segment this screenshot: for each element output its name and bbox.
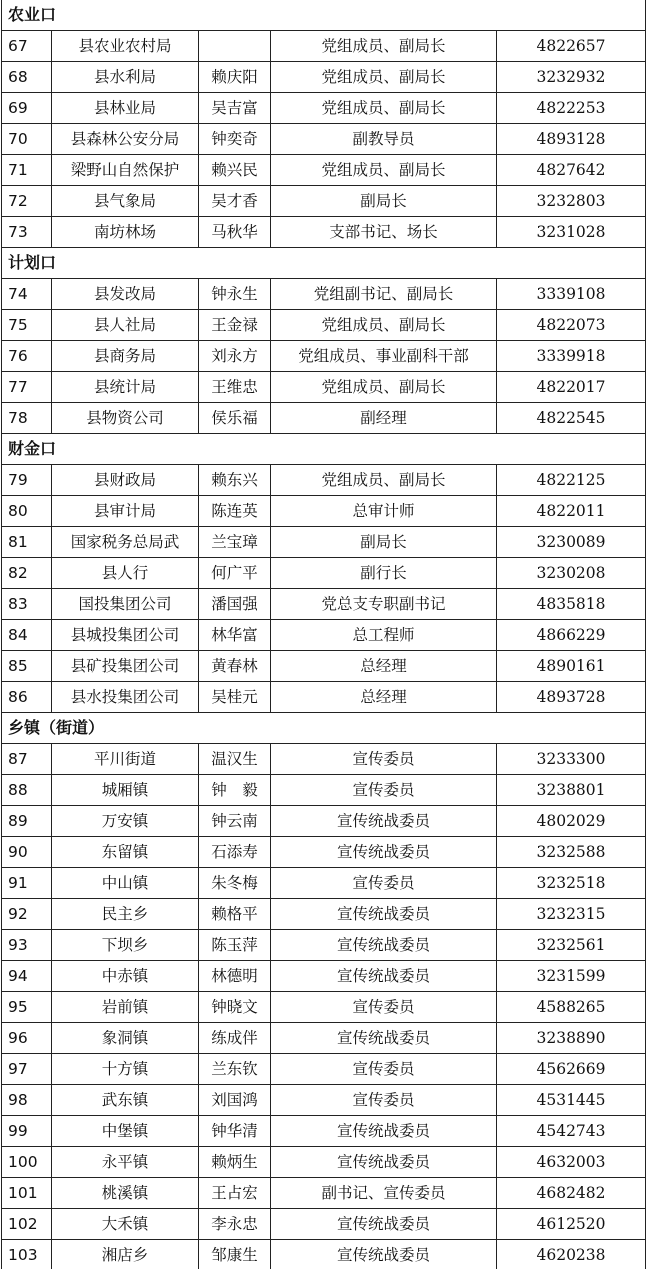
unit-cell: 县林业局 bbox=[52, 93, 199, 124]
table-row bbox=[2, 372, 646, 403]
section-title: 计划口 bbox=[2, 248, 646, 279]
person-name-cell: 林德明 bbox=[199, 961, 271, 992]
unit-cell: 万安镇 bbox=[52, 806, 199, 837]
row-number: 68 bbox=[2, 62, 52, 93]
row-number: 70 bbox=[2, 124, 52, 155]
table-row bbox=[2, 558, 646, 589]
position-cell: 宣传统战委员 bbox=[271, 806, 497, 837]
phone-cell: 3339918 bbox=[497, 341, 646, 372]
row-number: 74 bbox=[2, 279, 52, 310]
table-row bbox=[2, 744, 646, 775]
section-header-row bbox=[2, 713, 646, 744]
phone-cell: 3232561 bbox=[497, 930, 646, 961]
row-number: 78 bbox=[2, 403, 52, 434]
phone-cell: 3238801 bbox=[497, 775, 646, 806]
row-number: 85 bbox=[2, 651, 52, 682]
position-cell: 副局长 bbox=[271, 527, 497, 558]
table-row bbox=[2, 961, 646, 992]
table-body bbox=[2, 0, 646, 1269]
table-row bbox=[2, 868, 646, 899]
row-number: 72 bbox=[2, 186, 52, 217]
phone-cell: 3232588 bbox=[497, 837, 646, 868]
table-row bbox=[2, 341, 646, 372]
person-name-cell: 赖兴民 bbox=[199, 155, 271, 186]
person-name-cell: 兰东钦 bbox=[199, 1054, 271, 1085]
person-name-cell: 赖东兴 bbox=[199, 465, 271, 496]
row-number: 92 bbox=[2, 899, 52, 930]
table-row bbox=[2, 403, 646, 434]
position-cell: 总工程师 bbox=[271, 620, 497, 651]
position-cell: 宣传统战委员 bbox=[271, 1240, 497, 1269]
unit-cell: 县财政局 bbox=[52, 465, 199, 496]
row-number: 96 bbox=[2, 1023, 52, 1054]
phone-cell: 4542743 bbox=[497, 1116, 646, 1147]
unit-cell: 县城投集团公司 bbox=[52, 620, 199, 651]
row-number: 88 bbox=[2, 775, 52, 806]
person-name-cell: 邹康生 bbox=[199, 1240, 271, 1269]
position-cell: 党组成员、副局长 bbox=[271, 310, 497, 341]
unit-cell: 湘店乡 bbox=[52, 1240, 199, 1269]
phone-cell: 4822073 bbox=[497, 310, 646, 341]
unit-cell: 县水投集团公司 bbox=[52, 682, 199, 713]
table-row bbox=[2, 1023, 646, 1054]
table-row bbox=[2, 651, 646, 682]
table-row bbox=[2, 186, 646, 217]
position-cell: 宣传统战委员 bbox=[271, 1209, 497, 1240]
section-title: 乡镇（街道） bbox=[2, 713, 646, 744]
phone-cell: 3339108 bbox=[497, 279, 646, 310]
person-name-cell: 钟奕奇 bbox=[199, 124, 271, 155]
row-number: 94 bbox=[2, 961, 52, 992]
phone-cell: 3231028 bbox=[497, 217, 646, 248]
row-number: 76 bbox=[2, 341, 52, 372]
table-row bbox=[2, 527, 646, 558]
row-number: 87 bbox=[2, 744, 52, 775]
table-row bbox=[2, 310, 646, 341]
section-header-row bbox=[2, 434, 646, 465]
row-number: 79 bbox=[2, 465, 52, 496]
position-cell: 宣传委员 bbox=[271, 775, 497, 806]
person-name-cell: 王维忠 bbox=[199, 372, 271, 403]
position-cell: 宣传委员 bbox=[271, 1085, 497, 1116]
phone-cell: 4822017 bbox=[497, 372, 646, 403]
row-number: 84 bbox=[2, 620, 52, 651]
person-name-cell: 李永忠 bbox=[199, 1209, 271, 1240]
row-number: 95 bbox=[2, 992, 52, 1023]
position-cell: 宣传统战委员 bbox=[271, 1116, 497, 1147]
position-cell: 副局长 bbox=[271, 186, 497, 217]
section-title: 农业口 bbox=[2, 0, 646, 31]
table-row bbox=[2, 1147, 646, 1178]
unit-cell: 民主乡 bbox=[52, 899, 199, 930]
person-name-cell: 陈连英 bbox=[199, 496, 271, 527]
row-number: 91 bbox=[2, 868, 52, 899]
table-row bbox=[2, 496, 646, 527]
phone-cell: 4822125 bbox=[497, 465, 646, 496]
phone-cell: 3232803 bbox=[497, 186, 646, 217]
position-cell: 宣传统战委员 bbox=[271, 1147, 497, 1178]
table-row bbox=[2, 62, 646, 93]
phone-cell: 4562669 bbox=[497, 1054, 646, 1085]
unit-cell: 县物资公司 bbox=[52, 403, 199, 434]
unit-cell: 县气象局 bbox=[52, 186, 199, 217]
phone-cell: 4588265 bbox=[497, 992, 646, 1023]
phone-cell: 3232932 bbox=[497, 62, 646, 93]
unit-cell: 县水利局 bbox=[52, 62, 199, 93]
person-name-cell: 钟 毅 bbox=[199, 775, 271, 806]
phone-cell: 4632003 bbox=[497, 1147, 646, 1178]
table-row bbox=[2, 1116, 646, 1147]
person-name-cell: 兰宝璋 bbox=[199, 527, 271, 558]
person-name-cell: 钟晓文 bbox=[199, 992, 271, 1023]
row-number: 67 bbox=[2, 31, 52, 62]
position-cell: 宣传委员 bbox=[271, 744, 497, 775]
position-cell: 宣传统战委员 bbox=[271, 837, 497, 868]
unit-cell: 武东镇 bbox=[52, 1085, 199, 1116]
table-row bbox=[2, 992, 646, 1023]
table-row bbox=[2, 620, 646, 651]
table-row bbox=[2, 279, 646, 310]
person-name-cell: 潘国强 bbox=[199, 589, 271, 620]
table-row bbox=[2, 837, 646, 868]
unit-cell: 县农业农村局 bbox=[52, 31, 199, 62]
position-cell: 党组成员、事业副科干部 bbox=[271, 341, 497, 372]
position-cell: 宣传统战委员 bbox=[271, 1023, 497, 1054]
position-cell: 党组成员、副局长 bbox=[271, 93, 497, 124]
unit-cell: 国投集团公司 bbox=[52, 589, 199, 620]
unit-cell: 南坊林场 bbox=[52, 217, 199, 248]
row-number: 101 bbox=[2, 1178, 52, 1209]
table-row bbox=[2, 682, 646, 713]
unit-cell: 象洞镇 bbox=[52, 1023, 199, 1054]
phone-cell: 4835818 bbox=[497, 589, 646, 620]
person-name-cell: 王金禄 bbox=[199, 310, 271, 341]
phone-cell: 4890161 bbox=[497, 651, 646, 682]
row-number: 102 bbox=[2, 1209, 52, 1240]
person-name-cell: 黄春林 bbox=[199, 651, 271, 682]
row-number: 98 bbox=[2, 1085, 52, 1116]
table-row bbox=[2, 806, 646, 837]
position-cell: 宣传统战委员 bbox=[271, 899, 497, 930]
table-row bbox=[2, 1209, 646, 1240]
phone-cell: 4531445 bbox=[497, 1085, 646, 1116]
unit-cell: 县商务局 bbox=[52, 341, 199, 372]
phone-cell: 4822545 bbox=[497, 403, 646, 434]
person-name-cell: 马秋华 bbox=[199, 217, 271, 248]
phone-cell: 4620238 bbox=[497, 1240, 646, 1269]
row-number: 75 bbox=[2, 310, 52, 341]
person-name-cell: 王占宏 bbox=[199, 1178, 271, 1209]
unit-cell: 桃溪镇 bbox=[52, 1178, 199, 1209]
person-name-cell: 赖格平 bbox=[199, 899, 271, 930]
phone-cell: 3230208 bbox=[497, 558, 646, 589]
table-row bbox=[2, 930, 646, 961]
section-title: 财金口 bbox=[2, 434, 646, 465]
position-cell: 宣传委员 bbox=[271, 1054, 497, 1085]
person-name-cell: 石添寿 bbox=[199, 837, 271, 868]
position-cell: 总经理 bbox=[271, 651, 497, 682]
unit-cell: 大禾镇 bbox=[52, 1209, 199, 1240]
position-cell: 宣传委员 bbox=[271, 868, 497, 899]
position-cell: 总经理 bbox=[271, 682, 497, 713]
table-row bbox=[2, 1054, 646, 1085]
section-header-row bbox=[2, 248, 646, 279]
unit-cell: 永平镇 bbox=[52, 1147, 199, 1178]
phone-cell: 3230089 bbox=[497, 527, 646, 558]
phone-cell: 4612520 bbox=[497, 1209, 646, 1240]
phone-cell: 4822657 bbox=[497, 31, 646, 62]
position-cell: 副书记、宣传委员 bbox=[271, 1178, 497, 1209]
phone-cell: 3238890 bbox=[497, 1023, 646, 1054]
row-number: 86 bbox=[2, 682, 52, 713]
row-number: 71 bbox=[2, 155, 52, 186]
position-cell: 党组成员、副局长 bbox=[271, 465, 497, 496]
position-cell: 党总支专职副书记 bbox=[271, 589, 497, 620]
row-number: 77 bbox=[2, 372, 52, 403]
position-cell: 宣传统战委员 bbox=[271, 930, 497, 961]
row-number: 103 bbox=[2, 1240, 52, 1269]
person-name-cell: 吴吉富 bbox=[199, 93, 271, 124]
table-row bbox=[2, 93, 646, 124]
position-cell: 副经理 bbox=[271, 403, 497, 434]
person-name-cell: 练成伴 bbox=[199, 1023, 271, 1054]
phone-cell: 3232315 bbox=[497, 899, 646, 930]
row-number: 90 bbox=[2, 837, 52, 868]
table-row bbox=[2, 1085, 646, 1116]
person-name-cell: 温汉生 bbox=[199, 744, 271, 775]
unit-cell: 国家税务总局武 bbox=[52, 527, 199, 558]
row-number: 93 bbox=[2, 930, 52, 961]
table-row bbox=[2, 775, 646, 806]
phone-cell: 4802029 bbox=[497, 806, 646, 837]
person-name-cell: 刘永方 bbox=[199, 341, 271, 372]
person-name-cell: 钟永生 bbox=[199, 279, 271, 310]
table-row bbox=[2, 465, 646, 496]
person-name-cell: 吴才香 bbox=[199, 186, 271, 217]
phone-cell: 4893728 bbox=[497, 682, 646, 713]
unit-cell: 下坝乡 bbox=[52, 930, 199, 961]
person-name-cell: 刘国鸿 bbox=[199, 1085, 271, 1116]
unit-cell: 岩前镇 bbox=[52, 992, 199, 1023]
position-cell: 党组成员、副局长 bbox=[271, 372, 497, 403]
person-name-cell: 侯乐福 bbox=[199, 403, 271, 434]
person-name-cell: 何广平 bbox=[199, 558, 271, 589]
unit-cell: 十方镇 bbox=[52, 1054, 199, 1085]
position-cell: 党组成员、副局长 bbox=[271, 31, 497, 62]
unit-cell: 平川街道 bbox=[52, 744, 199, 775]
position-cell: 宣传委员 bbox=[271, 992, 497, 1023]
phone-cell: 3233300 bbox=[497, 744, 646, 775]
unit-cell: 县矿投集团公司 bbox=[52, 651, 199, 682]
table-row bbox=[2, 589, 646, 620]
unit-cell: 梁野山自然保护 bbox=[52, 155, 199, 186]
person-name-cell: 朱冬梅 bbox=[199, 868, 271, 899]
row-number: 83 bbox=[2, 589, 52, 620]
unit-cell: 县审计局 bbox=[52, 496, 199, 527]
contact-table bbox=[1, 0, 646, 1269]
person-name-cell: 吴桂元 bbox=[199, 682, 271, 713]
row-number: 97 bbox=[2, 1054, 52, 1085]
person-name-cell: 钟华清 bbox=[199, 1116, 271, 1147]
table-row bbox=[2, 1240, 646, 1269]
unit-cell: 县人行 bbox=[52, 558, 199, 589]
row-number: 81 bbox=[2, 527, 52, 558]
position-cell: 宣传统战委员 bbox=[271, 961, 497, 992]
section-header-row bbox=[2, 0, 646, 31]
row-number: 82 bbox=[2, 558, 52, 589]
position-cell: 副行长 bbox=[271, 558, 497, 589]
table-row bbox=[2, 217, 646, 248]
table-row bbox=[2, 1178, 646, 1209]
row-number: 89 bbox=[2, 806, 52, 837]
phone-cell: 3231599 bbox=[497, 961, 646, 992]
unit-cell: 县森林公安分局 bbox=[52, 124, 199, 155]
phone-cell: 3232518 bbox=[497, 868, 646, 899]
row-number: 69 bbox=[2, 93, 52, 124]
table-row bbox=[2, 899, 646, 930]
person-name-cell: 陈玉萍 bbox=[199, 930, 271, 961]
row-number: 80 bbox=[2, 496, 52, 527]
phone-cell: 4682482 bbox=[497, 1178, 646, 1209]
unit-cell: 东留镇 bbox=[52, 837, 199, 868]
phone-cell: 4822253 bbox=[497, 93, 646, 124]
table-row bbox=[2, 124, 646, 155]
person-name-cell: 林华富 bbox=[199, 620, 271, 651]
position-cell: 总审计师 bbox=[271, 496, 497, 527]
person-name-cell: 赖炳生 bbox=[199, 1147, 271, 1178]
person-name-cell: 钟云南 bbox=[199, 806, 271, 837]
row-number: 100 bbox=[2, 1147, 52, 1178]
unit-cell: 中山镇 bbox=[52, 868, 199, 899]
table-row bbox=[2, 155, 646, 186]
phone-cell: 4822011 bbox=[497, 496, 646, 527]
position-cell: 党组成员、副局长 bbox=[271, 155, 497, 186]
person-name-cell: 赖庆阳 bbox=[199, 62, 271, 93]
position-cell: 党组成员、副局长 bbox=[271, 62, 497, 93]
unit-cell: 中赤镇 bbox=[52, 961, 199, 992]
unit-cell: 县发改局 bbox=[52, 279, 199, 310]
unit-cell: 中堡镇 bbox=[52, 1116, 199, 1147]
unit-cell: 县人社局 bbox=[52, 310, 199, 341]
row-number: 73 bbox=[2, 217, 52, 248]
position-cell: 副教导员 bbox=[271, 124, 497, 155]
phone-cell: 4893128 bbox=[497, 124, 646, 155]
person-name-cell bbox=[199, 31, 271, 62]
unit-cell: 县统计局 bbox=[52, 372, 199, 403]
position-cell: 党组副书记、副局长 bbox=[271, 279, 497, 310]
position-cell: 支部书记、场长 bbox=[271, 217, 497, 248]
table-row bbox=[2, 31, 646, 62]
unit-cell: 城厢镇 bbox=[52, 775, 199, 806]
row-number: 99 bbox=[2, 1116, 52, 1147]
phone-cell: 4827642 bbox=[497, 155, 646, 186]
phone-cell: 4866229 bbox=[497, 620, 646, 651]
